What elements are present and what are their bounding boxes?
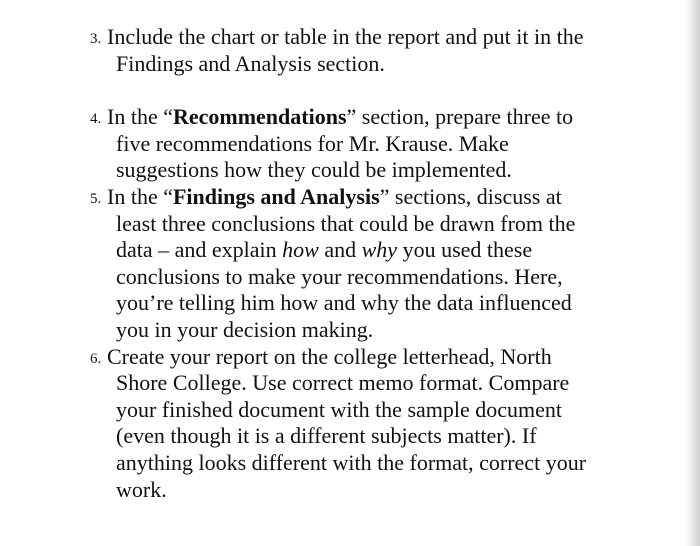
text-line: Findings and Analysis section. (116, 50, 385, 76)
bold-term: Findings and Analysis (172, 183, 380, 209)
list-item-5 (90, 184, 650, 344)
list-item-3 (90, 24, 650, 77)
text-line: In the “Findings and Analysis” sections, discuss at (107, 183, 562, 209)
text-line: your finished document with the sample document (116, 396, 563, 422)
text-line: work. (116, 476, 167, 502)
text-line: you in your decision making. (116, 316, 374, 342)
item-number: 4. (90, 111, 102, 128)
item-text (107, 24, 584, 77)
text-line: Include the chart or table in the report and put it in the (107, 24, 584, 49)
text-line: In the “Recommendations” section, prepare three to (107, 104, 574, 130)
page-edge-shadow (686, 0, 700, 546)
item-text (107, 184, 575, 344)
list-item-4 (90, 104, 650, 184)
italic-word: why (361, 237, 398, 263)
text-line: five recommendations for Mr. Krause. Make (116, 130, 509, 156)
text-line: suggestions how they could be implemented. (116, 157, 512, 183)
item-text (107, 104, 573, 184)
document-page (90, 24, 650, 503)
text-line: Create your report on the college letterhead, North (107, 343, 552, 369)
text-line: Shore College. Use correct memo format. Compare (116, 370, 570, 396)
italic-word: how (282, 237, 319, 263)
text-line: (even though it is a different subjects matter). If (116, 423, 537, 449)
text-line: least three conclusions that could be drawn from the (116, 210, 576, 236)
text-line: you’re telling him how and why the data influenced (116, 290, 572, 316)
item-number: 5. (90, 190, 102, 207)
paragraph-gap (90, 77, 650, 104)
list-item-6 (90, 344, 650, 504)
text-line: anything looks different with the format, correct your (116, 449, 587, 475)
item-number: 6. (90, 350, 102, 367)
item-number: 3. (90, 31, 102, 47)
text-line: data – and explain how and why you used these (116, 237, 533, 263)
bold-term: Recommendations (172, 104, 347, 130)
item-text (107, 344, 586, 504)
text-line: conclusions to make your recommendations. Here, (116, 263, 563, 289)
